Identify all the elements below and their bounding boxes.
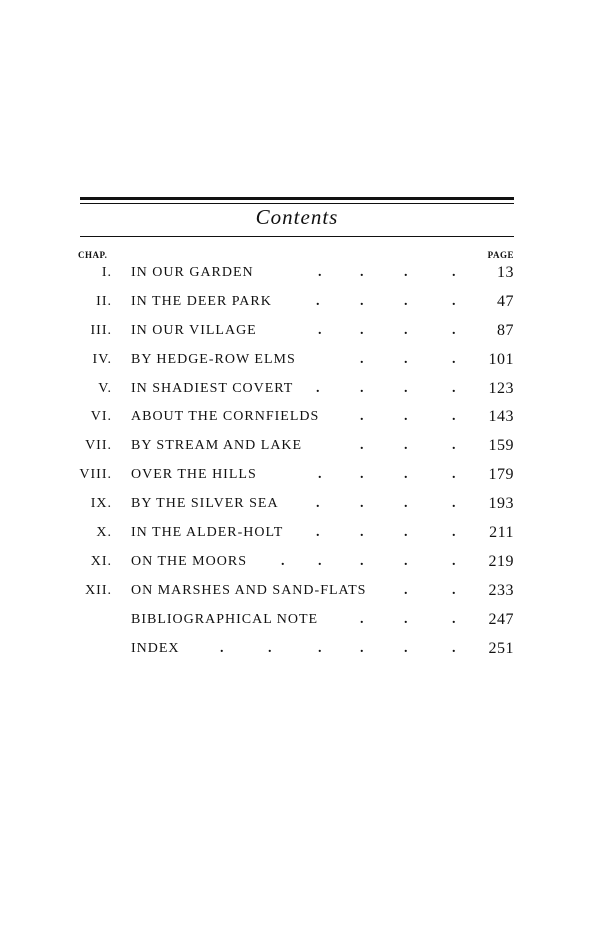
chapter-number: X. bbox=[96, 525, 112, 541]
leader-dot: . bbox=[404, 553, 409, 569]
leader-dot: . bbox=[452, 496, 457, 512]
contents-title: Contents bbox=[255, 205, 339, 229]
toc-entry bbox=[0, 375, 600, 404]
leader-dot: . bbox=[452, 409, 457, 425]
chapter-title: BY THE SILVER SEA bbox=[131, 496, 279, 512]
toc-entry bbox=[0, 490, 600, 519]
chapter-number: VI. bbox=[90, 409, 112, 425]
leader-dot: . bbox=[452, 640, 457, 656]
leader-dot: . bbox=[452, 351, 457, 367]
leader-dot: . bbox=[452, 438, 457, 454]
leader-dot: . bbox=[360, 496, 365, 512]
chapter-title: IN THE ALDER-HOLT bbox=[131, 525, 284, 541]
toc-entry bbox=[0, 519, 600, 548]
toc-entry bbox=[0, 635, 600, 664]
chapter-title: IN OUR GARDEN bbox=[131, 265, 254, 280]
leader-dot: . bbox=[360, 438, 365, 454]
leader-dot: . bbox=[360, 467, 365, 483]
leader-dot: . bbox=[360, 380, 365, 396]
page-number: 179 bbox=[488, 466, 514, 484]
title-underline-rule bbox=[80, 236, 514, 237]
toc-entry bbox=[0, 317, 600, 346]
toc-entry bbox=[0, 259, 600, 288]
page-column-header: PAGE bbox=[487, 250, 514, 260]
chap-column-header: CHAP. bbox=[78, 250, 108, 260]
page-number: 159 bbox=[488, 437, 514, 455]
chapter-number: V. bbox=[98, 380, 112, 396]
leader-dot: . bbox=[452, 525, 457, 541]
leader-dot: . bbox=[404, 496, 409, 512]
table-of-contents bbox=[0, 259, 600, 663]
leader-dot: . bbox=[318, 640, 323, 656]
page-number: 233 bbox=[488, 581, 514, 599]
leader-dot: . bbox=[404, 438, 409, 454]
chapter-number: II. bbox=[96, 293, 112, 309]
chapter-number: XI. bbox=[90, 553, 112, 569]
leader-dot: . bbox=[404, 467, 409, 483]
chapter-number: IV. bbox=[92, 351, 112, 367]
leader-dot: . bbox=[360, 351, 365, 367]
page-number: 251 bbox=[488, 639, 514, 657]
leader-dot: . bbox=[360, 611, 365, 627]
leader-dot: . bbox=[281, 553, 286, 569]
page-number: 247 bbox=[488, 610, 514, 628]
chapter-title: INDEX bbox=[131, 640, 180, 656]
leader-dot: . bbox=[404, 640, 409, 656]
chapter-title: OVER THE HILLS bbox=[131, 467, 257, 483]
chapter-title: BY STREAM AND LAKE bbox=[131, 438, 303, 454]
leader-dot: . bbox=[452, 380, 457, 396]
page-number: 211 bbox=[489, 524, 514, 542]
leader-dot: . bbox=[452, 611, 457, 627]
chapter-title: IN SHADIEST COVERT bbox=[131, 380, 294, 396]
leader-dot: . bbox=[268, 640, 273, 656]
page-number: 193 bbox=[488, 495, 514, 513]
chapter-title: BY HEDGE-ROW ELMS bbox=[131, 351, 296, 367]
leader-dot: . bbox=[404, 351, 409, 367]
leader-dot: . bbox=[404, 525, 409, 541]
leader-dot: . bbox=[316, 380, 321, 396]
top-rule-thick bbox=[80, 197, 514, 200]
leader-dot: . bbox=[360, 293, 365, 309]
leader-dot: . bbox=[452, 265, 457, 280]
page-number: 219 bbox=[488, 552, 514, 570]
leader-dot: . bbox=[404, 322, 409, 338]
page-number: 143 bbox=[488, 408, 514, 426]
chapter-number: XII. bbox=[85, 582, 112, 598]
page-number: 123 bbox=[488, 379, 514, 397]
leader-dot: . bbox=[404, 265, 409, 280]
leader-dot: . bbox=[318, 322, 323, 338]
page-number: 87 bbox=[497, 321, 514, 339]
leader-dot: . bbox=[404, 582, 409, 598]
leader-dot: . bbox=[404, 380, 409, 396]
page-number: 47 bbox=[497, 292, 514, 310]
leader-dot: . bbox=[360, 553, 365, 569]
leader-dot: . bbox=[452, 293, 457, 309]
toc-entry bbox=[0, 346, 600, 375]
leader-dot: . bbox=[318, 467, 323, 483]
toc-entry bbox=[0, 606, 600, 635]
chapter-title: BIBLIOGRAPHICAL NOTE bbox=[131, 611, 319, 627]
toc-entry bbox=[0, 548, 600, 577]
toc-entry bbox=[0, 432, 600, 461]
chapter-title: ON THE MOORS bbox=[131, 553, 247, 569]
leader-dot: . bbox=[404, 409, 409, 425]
leader-dot: . bbox=[220, 640, 225, 656]
leader-dot: . bbox=[318, 265, 323, 280]
chapter-title: ON MARSHES AND SAND-FLATS bbox=[131, 582, 367, 598]
leader-dot: . bbox=[404, 293, 409, 309]
chapter-number: VIII. bbox=[79, 467, 112, 483]
chapter-number: I. bbox=[101, 265, 112, 280]
leader-dot: . bbox=[318, 553, 323, 569]
top-rule-thin bbox=[80, 203, 514, 204]
leader-dot: . bbox=[452, 582, 457, 598]
leader-dot: . bbox=[316, 293, 321, 309]
chapter-title: IN THE DEER PARK bbox=[131, 293, 272, 309]
leader-dot: . bbox=[452, 553, 457, 569]
chapter-title: ABOUT THE CORNFIELDS bbox=[131, 409, 320, 425]
leader-dot: . bbox=[452, 322, 457, 338]
chapter-title: IN OUR VILLAGE bbox=[131, 322, 257, 338]
leader-dot: . bbox=[360, 322, 365, 338]
leader-dot: . bbox=[360, 525, 365, 541]
chapter-number: III. bbox=[90, 322, 112, 338]
leader-dot: . bbox=[404, 611, 409, 627]
leader-dot: . bbox=[452, 467, 457, 483]
leader-dot: . bbox=[316, 496, 321, 512]
leader-dot: . bbox=[360, 640, 365, 656]
page-number: 101 bbox=[488, 350, 514, 368]
toc-entry bbox=[0, 461, 600, 490]
toc-entry bbox=[0, 288, 600, 317]
toc-entry bbox=[0, 577, 600, 606]
leader-dot: . bbox=[316, 525, 321, 541]
chapter-number: IX. bbox=[90, 496, 112, 512]
chapter-number: VII. bbox=[85, 438, 112, 454]
leader-dot: . bbox=[360, 265, 365, 280]
page-number: 13 bbox=[497, 264, 514, 281]
leader-dot: . bbox=[360, 409, 365, 425]
toc-entry bbox=[0, 403, 600, 432]
